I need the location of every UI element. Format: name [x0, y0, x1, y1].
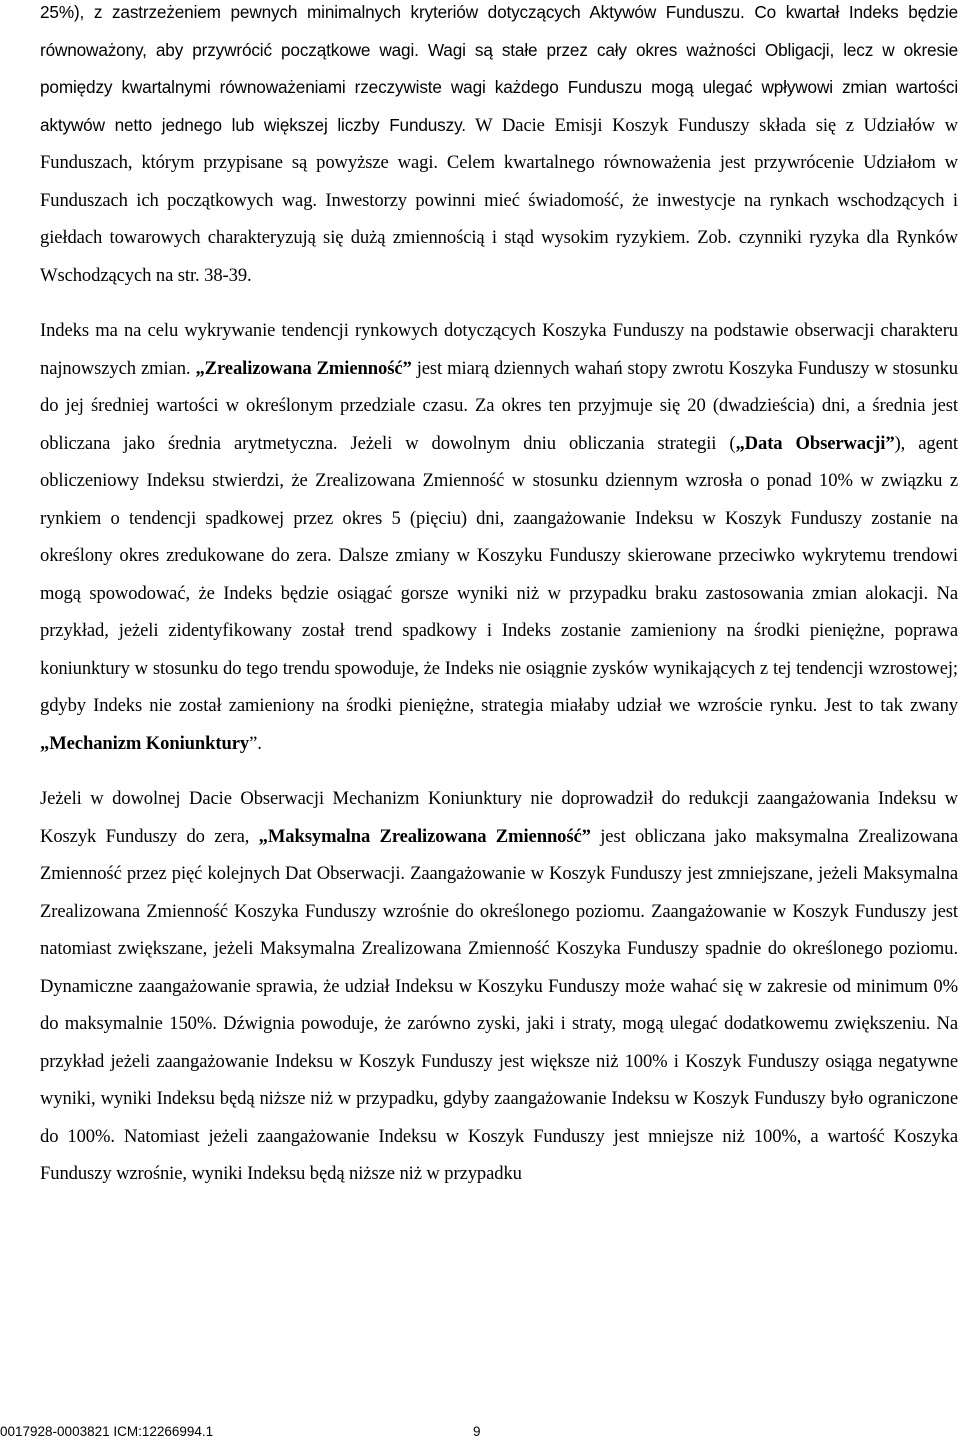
paragraph-segment: ), agent obliczeniowy Indeksu stwierdzi, że Zrealizowana Zmienność w stosunku dziennym wzrosła o ponad 10% w związku z rynkiem o tendencji spadkowej przez okres 5 (pięciu) dni, zaangażowanie Indeksu w Koszyk Funduszy zostanie na określony okres zredukowane do zera. Dalsze zmiany w Koszyku Funduszy skierowane przeciwko wykrytemu trendowi mogą spowodować, że Indeks będzie osiągać gorsze wyniki niż w przypadku braku zastosowania zmian alokacji. Na przykład, jeżeli zidentyfikowany został trend spadkowy i Indeks zostanie zamieniony na środki pieniężne, poprawa koniunktury w stosunku do tego trendu spowoduje, że Indeks nie osiągnie zysków wynikających z tej tendencji wzrostowej; gdyby Indeks nie został zamieniony na środki pieniężne, strategia miałaby udział we wzroście rynku. Jest to tak zwany — [40, 432, 958, 716]
paragraph-segment: Jeżeli w dowolnej Dacie Obserwacji Mechanizm Koniunktury nie doprowadził do redukcji zaangażowania Indeksu w Koszyk Funduszy do zera, — [40, 788, 958, 847]
paragraph-fund-weights — [40, 0, 958, 294]
defined-term-momentum-mechanism: „Mechanizm Koniunktury — [40, 732, 250, 754]
document-page — [40, 0, 958, 1193]
paragraph-max-volatility — [40, 780, 958, 1193]
defined-term-observation-date: „Data Obserwacji” — [735, 432, 895, 454]
paragraph-segment: W Dacie Emisji Koszyk Funduszy składa się z Udziałów w Funduszach, którym przypisane są powyższe wagi. Celem kwartalnego równoważenia jest przywrócenie Udziałom w Funduszach ich początkowych wag. Inwestorzy powinni mieć świadomość, że inwestycje na rynkach wschodzących i giełdach towarowych charakteryzują się dużą zmiennością i stąd wysokim ryzykiem. Zob. czynniki ryzyka dla Rynków Wschodzących na str. 38-39. — [40, 114, 958, 286]
defined-term-realized-volatility: „Zrealizowana Zmienność” — [195, 357, 412, 379]
page-number: 9 — [473, 1424, 481, 1439]
paragraph-segment: Indeks ma na celu wykrywanie tendencji rynkowych dotyczących Koszyka Funduszy na podstawie obserwacji charakteru najnowszych zmian. — [40, 320, 958, 379]
document-id: 0017928-0003821 ICM:12266994.1 — [0, 1424, 214, 1439]
defined-term-max-realized-volatility: „Maksymalna Zrealizowana Zmienność” — [258, 825, 591, 847]
paragraph-segment: ”. — [249, 732, 262, 754]
paragraph-trend-mechanism — [40, 312, 958, 762]
paragraph-segment: jest obliczana jako maksymalna Zrealizowana Zmienność przez pięć kolejnych Dat Obserwacji. Zaangażowanie w Koszyk Funduszy jest zmniejszane, jeżeli Maksymalna Zrealizowana Zmienność Koszyka Funduszy wzrośnie do określonego poziomu. Zaangażowanie w Koszyk Funduszy jest natomiast zwiększane, jeżeli Maksymalna Zrealizowana Zmienność Koszyka Funduszy spadnie do określonego poziomu. Dynamiczne zaangażowanie sprawia, że udział Indeksu w Koszyku Funduszy może wahać się w zakresie od minimum 0% do maksymalnie 150%. Dźwignia powoduje, że zarówno zyski, jaki i straty, mogą ulegać dodatkowemu zwiększeniu. Na przykład jeżeli zaangażowanie Indeksu w Koszyk Funduszy jest większe niż 100% i Koszyk Funduszy osiąga negatywne wyniki, wyniki Indeksu będą niższe niż w przypadku, gdyby zaangażowanie Indeksu w Koszyk Funduszy było ograniczone do 100%. Natomiast jeżeli zaangażowanie Indeksu w Koszyk Funduszy jest mniejsze niż 100%, a wartość Koszyka Funduszy wzrośnie, wyniki Indeksu będą niższe niż w przypadku — [40, 825, 958, 1184]
paragraph-segment: jest miarą dziennych wahań stopy zwrotu Koszyka Funduszy w stosunku do jej średniej wartości w określonym przedziale czasu. Za okres ten przyjmuje się 20 (dwadzieścia) dni, a średnia jest obliczana jako średnia arytmetyczna. Jeżeli w dowolnym dniu obliczania strategii ( — [40, 357, 958, 454]
page-footer — [0, 1422, 960, 1442]
paragraph-segment: 25%), z zastrzeżeniem pewnych minimalnych kryteriów dotyczących Aktywów Funduszu. Co kwartał Indeks będzie równoważony, aby przywrócić początkowe wagi. Wagi są stałe przez cały okres ważności Obligacji, lecz w okresie pomiędzy kwartalnymi równoważeniami rzeczywiste wagi każdego Funduszu mogą ulegać wpływowi zmian wartości aktywów netto jednego lub większej liczby Funduszy. — [40, 2, 958, 135]
